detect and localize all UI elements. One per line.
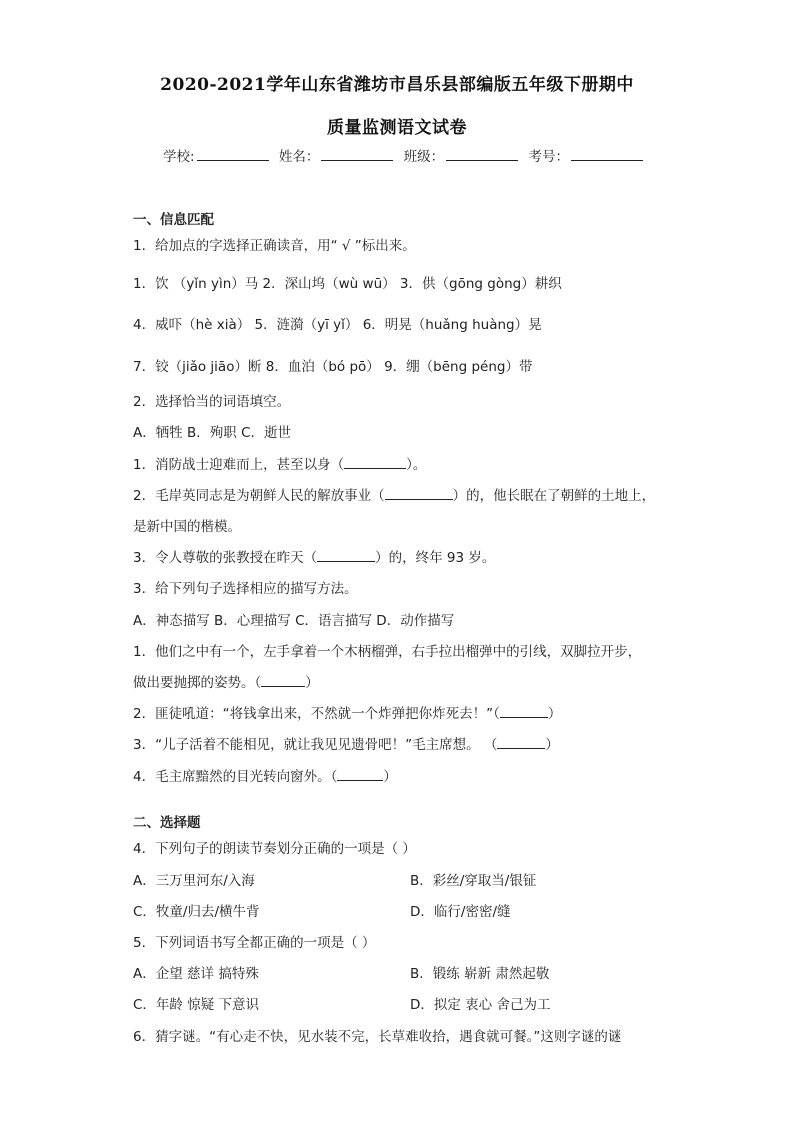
q2-sentence1 bbox=[133, 453, 426, 473]
q2-s1-blank[interactable] bbox=[344, 456, 406, 469]
q4-option-b[interactable]: B．彩丝/穿取当/银钲 bbox=[410, 873, 537, 889]
page-title-line1: 2020-2021学年山东省潍坊市昌乐县部编版五年级下册期中 bbox=[160, 75, 634, 95]
q4-prompt: 4．下列句子的朗读节奏划分正确的一项是（ ） bbox=[133, 841, 416, 857]
q2-s3-blank[interactable] bbox=[317, 549, 375, 562]
q3-s4-text-b: ） bbox=[383, 769, 397, 785]
q2-sentence2-cont: 是新中国的楷模。 bbox=[133, 519, 241, 535]
q3-sentence1: 1．他们之中有一个，左手拿着一个木柄榴弹，右手拉出榴弹中的引线，双脚拉开步， bbox=[133, 644, 642, 660]
class-blank[interactable] bbox=[446, 147, 518, 161]
q3-prompt: 3．给下列句子选择相应的描写方法。 bbox=[133, 581, 358, 597]
q4-option-d[interactable]: D．临行/密密/缝 bbox=[410, 904, 511, 920]
q2-s1-text-a: 1．消防战士迎难而上，甚至以身（ bbox=[133, 457, 345, 473]
q1-prompt: 1．给加点的字选择正确读音，用“ √ ”标出来。 bbox=[133, 238, 416, 254]
q3-sentence1-cont bbox=[133, 671, 319, 691]
q1-row3: 7．铰（jiǎo jiāo）断 8．血泊（bó pō） 9．绷（bēng péng）带 bbox=[133, 359, 533, 375]
q3-sentence2 bbox=[133, 702, 561, 722]
q3-options: A．神态描写 B．心理描写 C．语言描写 D．动作描写 bbox=[133, 613, 455, 629]
q3-s4-text-a: 4．毛主席黯然的目光转向窗外。（ bbox=[133, 769, 338, 785]
q5-option-b[interactable]: B．锻练 崭新 肃然起敬 bbox=[410, 966, 550, 982]
q3-s3-blank[interactable] bbox=[497, 736, 545, 749]
q2-s2-blank[interactable] bbox=[385, 487, 453, 500]
q3-sentence4 bbox=[133, 765, 397, 785]
q1-row1: 1．饮 （yǐn yìn）马 2．深山坞（wù wū） 3．供（gōng gòng）耕织 bbox=[133, 276, 562, 292]
q2-s3-text-a: 3．令人尊敬的张教授在昨天（ bbox=[133, 550, 318, 566]
name-blank[interactable] bbox=[321, 147, 393, 161]
section1-heading: 一、信息匹配 bbox=[133, 212, 214, 228]
q4-option-c[interactable]: C．牧童/归去/横牛背 bbox=[133, 904, 260, 920]
q2-prompt: 2．选择恰当的词语填空。 bbox=[133, 394, 291, 410]
q6-prompt: 6．猜字谜。“有心走不快，见水装不完，长草难收拾，遇食就可餐。”这则字谜的谜 bbox=[133, 1029, 622, 1045]
q2-options: A．牺牲 B．殉职 C．逝世 bbox=[133, 425, 292, 441]
q2-s2-text-b: ）的，他长眠在了朝鲜的土地上， bbox=[452, 488, 656, 504]
q3-s1-text-b: 做出要抛掷的姿势。（ bbox=[133, 675, 262, 691]
q3-s2-text-a: 2．匪徒吼道：“将钱拿出来，不然就一个炸弹把你炸死去！”（ bbox=[133, 706, 500, 722]
class-label: 班级： bbox=[403, 149, 445, 165]
student-info-row bbox=[163, 145, 649, 165]
q3-s2-blank[interactable] bbox=[500, 705, 548, 718]
q1-row2: 4．威吓（hè xià） 5．涟漪（yī yǐ） 6．明晃（huǎng huàng）晃 bbox=[133, 317, 542, 333]
q3-sentence3 bbox=[133, 733, 559, 753]
q3-s3-text-b: ） bbox=[545, 737, 559, 753]
q3-s1-text-c: ） bbox=[305, 675, 319, 691]
name-label: 姓名： bbox=[278, 149, 320, 165]
q5-prompt: 5．下列词语书写全都正确的一项是（ ） bbox=[133, 935, 376, 951]
q2-s2-text-a: 2．毛岸英同志是为朝鲜人民的解放事业（ bbox=[133, 488, 385, 504]
page-title-line2: 质量监测语文试卷 bbox=[327, 118, 467, 138]
q2-s3-text-b: ）的，终年 93 岁。 bbox=[375, 550, 496, 566]
q3-s3-text-a: 3．“儿子活着不能相见，就让我见见遗骨吧！”毛主席想。 （ bbox=[133, 737, 498, 753]
q2-s1-text-b: ）。 bbox=[406, 457, 427, 473]
q3-s1-blank[interactable] bbox=[261, 674, 305, 687]
number-blank[interactable] bbox=[571, 147, 643, 161]
q3-s2-text-b: ） bbox=[547, 706, 562, 722]
q5-option-a[interactable]: A．企望 慈详 搞特殊 bbox=[133, 966, 259, 982]
q2-sentence2 bbox=[133, 484, 655, 504]
q2-sentence3 bbox=[133, 546, 495, 566]
q3-s4-blank[interactable] bbox=[337, 768, 383, 781]
q4-option-a[interactable]: A．三万里河东/入海 bbox=[133, 873, 255, 889]
q5-option-d[interactable]: D．拟定 衷心 舍己为工 bbox=[410, 997, 551, 1013]
school-blank[interactable] bbox=[197, 147, 269, 161]
number-label: 考号： bbox=[528, 149, 569, 165]
q5-option-c[interactable]: C．年龄 惊疑 下意识 bbox=[133, 997, 260, 1013]
school-label: 学校: bbox=[163, 149, 195, 165]
section2-heading: 二、选择题 bbox=[133, 815, 201, 831]
